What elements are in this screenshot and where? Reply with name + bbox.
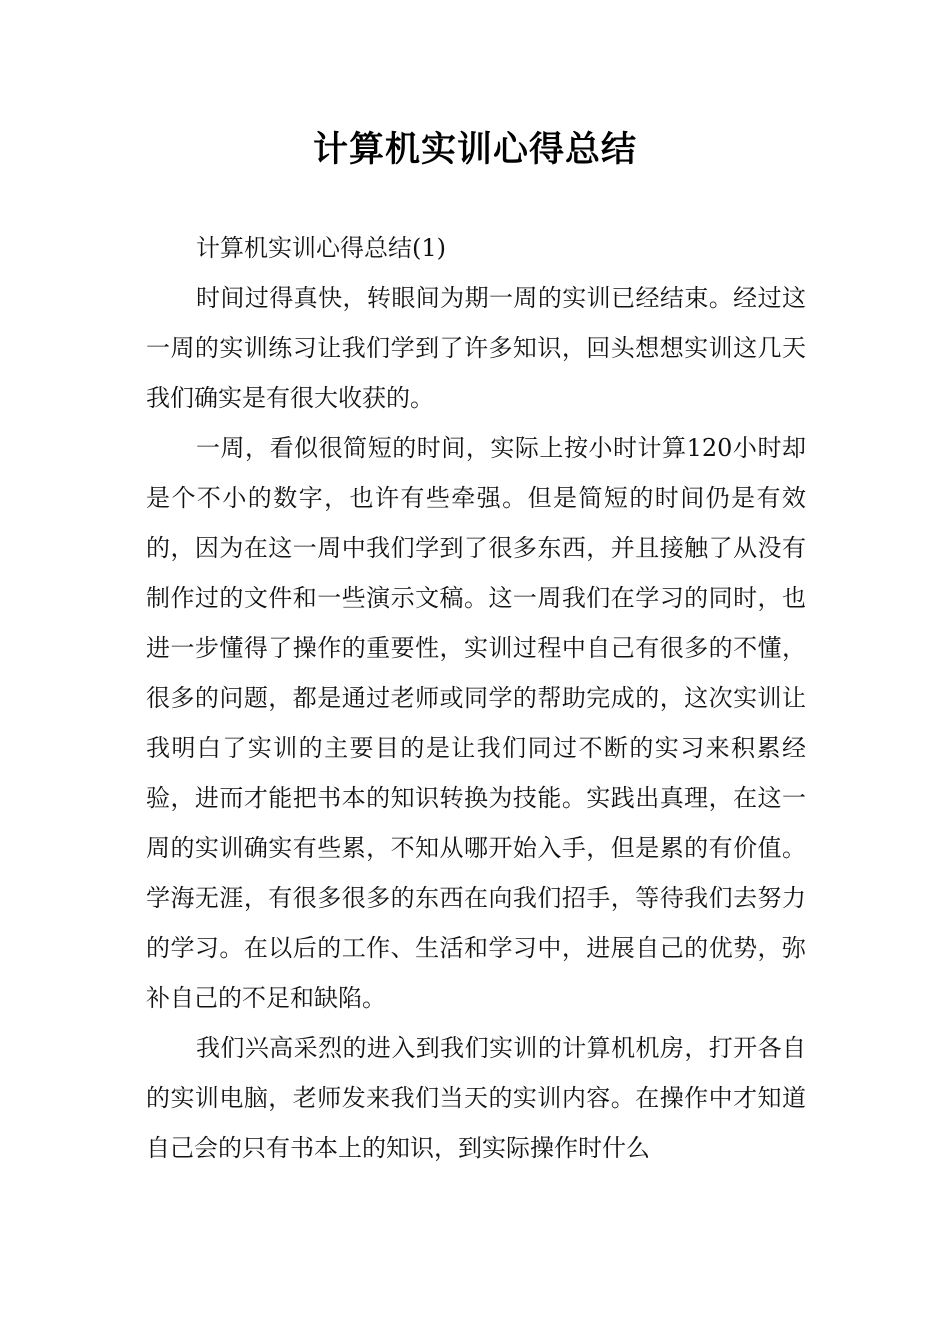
document-body — [146, 223, 806, 1173]
paragraph: 时间过得真快，转眼间为期一周的实训已经结束。经过这一周的实训练习让我们学到了许多知识，回头想想实训这几天我们确实是有很大收获的。 — [146, 284, 806, 412]
document-title: 计算机实训心得总结 — [312, 129, 637, 170]
paragraph: 一周，看似很简短的时间，实际上按小时计算120小时却是个不小的数字，也许有些牵强。但是简短的时间仍是有效的，因为在这一周中我们学到了很多东西，并且接触了从没有制作过的文件和一些演示文稿。这一周我们在学习的同时，也进一步懂得了操作的重要性，实训过程中自己有很多的不懂，很多的问题，都是通过老师或同学的帮助完成的，这次实训让我明白了实训的主要目的是让我们同过不断的实习来积累经验，进而才能把书本的知识转换为技能。实践出真理，在这一周的实训确实有些累，不知从哪开始入手，但是累的有价值。学海无涯，有很多很多的东西在向我们招手，等待我们去努力的学习。在以后的工作、生活和学习中，进展自己的优势，弥补自己的不足和缺陷。 — [146, 434, 806, 1012]
paragraph-subtitle: 计算机实训心得总结(1) — [196, 234, 446, 262]
paragraph: 我们兴高采烈的进入到我们实训的计算机机房，打开各自的实训电脑，老师发来我们当天的实训内容。在操作中才知道自己会的只有书本上的知识，到实际操作时什么 — [146, 1034, 806, 1162]
